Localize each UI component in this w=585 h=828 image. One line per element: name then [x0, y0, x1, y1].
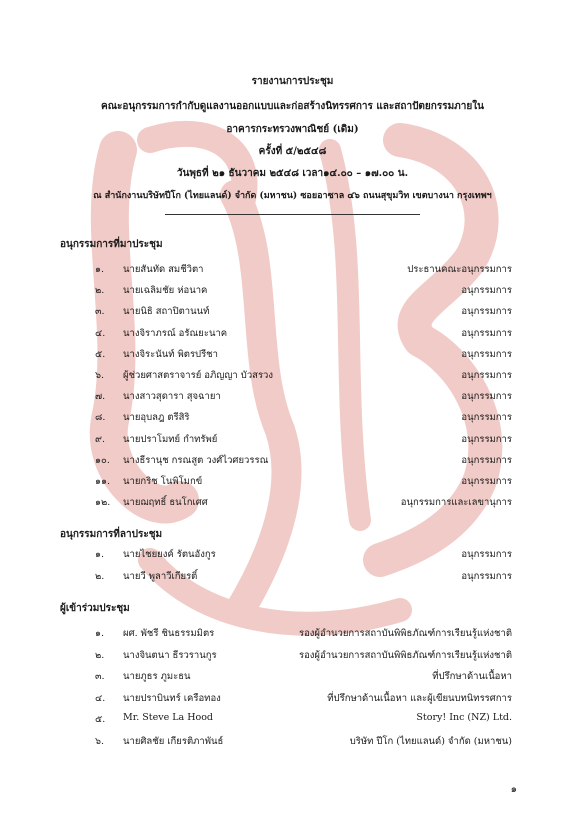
attendee-row	[0, 283, 585, 297]
attendee-position: อนุกรรมการ	[461, 285, 512, 297]
attendee-position: อนุกรรมการและเลขานุการ	[400, 497, 512, 509]
section-title: อนุกรรมการที่ลาประชุม	[60, 529, 163, 540]
attendee-position: Story! Inc (NZ) Ltd.	[416, 712, 512, 724]
attendee-number: ๓.	[95, 671, 105, 683]
attendee-row	[0, 304, 585, 318]
attendee-name: นายศิลชัย เกียรติภาพันธ์	[123, 736, 224, 747]
attendee-row	[0, 547, 585, 561]
attendee-row	[0, 734, 585, 748]
attendee-number: ๖.	[95, 736, 105, 747]
attendee-row	[0, 432, 585, 446]
attendee-number: ๒.	[95, 285, 105, 297]
attendee-name: Mr. Steve La Hood	[123, 712, 214, 724]
attendee-row	[0, 262, 585, 276]
attendee-name: นายฌฤทธิ์ ธนโกเศศ	[123, 497, 208, 509]
attendee-number: ๑๑.	[95, 476, 111, 487]
attendee-name: นายภูธร ภูมะธน	[123, 671, 191, 683]
attendee-position: อนุกรรมการ	[461, 476, 512, 487]
attendee-name: นายปราบินทร์ เครือทอง	[123, 692, 221, 704]
attendee-number: ๗.	[95, 391, 106, 403]
attendee-row	[0, 389, 585, 403]
attendee-position: บริษัท ปีโก (ไทยแลนด์) จำกัด (มหาชน)	[349, 736, 512, 747]
attendee-name: นางธีรานุช กรณสูต วงศ์ไวศยวรรณ	[123, 454, 269, 466]
attendee-name: นายนิธิ สถาปิตานนท์	[123, 306, 210, 318]
attendee-row	[0, 648, 585, 662]
attendee-position: อนุกรรมการ	[461, 327, 512, 339]
attendee-number: ๖.	[95, 370, 105, 381]
attendee-number: ๔.	[95, 327, 106, 339]
attendee-position: อนุกรรมการ	[461, 370, 512, 381]
attendee-name: นายวี พูลาวีเกียรติ์	[123, 571, 198, 582]
attendee-number: ๑๒.	[95, 497, 111, 509]
meeting-datetime: วันพุธที่ ๒๑ ธันวาคม ๒๕๔๘ เวลา๑๔.๐๐ – ๑๗.๐๐ น.	[176, 168, 409, 179]
attendee-name: ผู้ช่วยศาสตราจารย์ อภิญญา บัวสรวง	[123, 370, 274, 381]
attendee-name: นางสาวสุดารา สุจฉายา	[123, 391, 221, 403]
section-title: ผู้เข้าร่วมประชุม	[60, 603, 130, 614]
attendee-position: อนุกรรมการ	[461, 306, 512, 318]
attendee-name: นายสันทัด สมชีวิตา	[123, 264, 204, 275]
attendee-row	[0, 669, 585, 683]
header-divider	[165, 214, 420, 215]
attendee-name: นายอุบลฎ ตรีสิริ	[123, 412, 190, 424]
attendee-name: นางจินตนา ธีรวรานกูร	[123, 649, 217, 661]
attendee-number: ๘.	[95, 412, 106, 424]
attendee-number: ๙.	[95, 433, 105, 445]
attendee-position: อนุกรรมการ	[461, 412, 512, 424]
attendee-name: นางจิราภรณ์ อรัณยะนาค	[123, 327, 228, 339]
session-number: ครั้งที่ ๕/๒๕๔๘	[258, 146, 327, 157]
attendee-row	[0, 474, 585, 488]
attendee-name: นายปราโมทย์ กำทรัพย์	[123, 433, 218, 445]
attendee-position: รองผู้อำนวยการสถาบันพิพิธภัณฑ์การเรียนรู้แห่งชาติ	[298, 649, 512, 661]
attendee-row	[0, 569, 585, 583]
meeting-venue: ณ สำนักงานบริษัทปีโก (ไทยแลนด์) จำกัด (มหาชน) ซอยอาซาล ๔๖ ถนนสุขุมวิท เขตบางนา กรุงเทพฯ	[93, 191, 492, 201]
attendee-number: ๑.	[95, 628, 105, 639]
attendee-position: ประธานคณะอนุกรรมการ	[407, 264, 512, 275]
document-title: รายงานการประชุม	[251, 76, 334, 87]
attendee-number: ๑๐.	[95, 454, 110, 466]
attendee-row	[0, 368, 585, 382]
attendee-name: นายไชยยงค์ รัตนอังกูร	[123, 549, 216, 560]
committee-name: คณะอนุกรรมการกำกับดูแลงานออกแบบและก่อสร้างนิทรรศการ และสถาปัตยกรรมภายใน	[101, 101, 484, 112]
section-title: อนุกรรมการที่มาประชุม	[60, 239, 163, 250]
attendee-number: ๑.	[95, 264, 105, 275]
attendee-number: ๓.	[95, 306, 105, 318]
attendee-number: ๒.	[95, 649, 105, 661]
attendee-name: นายกริช โนพิโมกข์	[123, 476, 203, 487]
attendee-position: อนุกรรมการ	[461, 348, 512, 360]
attendee-position: อนุกรรมการ	[461, 454, 512, 466]
attendee-number: ๒.	[95, 571, 105, 582]
attendee-name: นางจิระนันท์ พิตรปรีชา	[123, 348, 218, 360]
page-number: ๑	[510, 784, 517, 795]
attendee-row	[0, 495, 585, 509]
attendee-position: ที่ปรึกษาด้านเนื้อหา และผู้เขียนบทนิทรรศการ	[327, 692, 512, 704]
attendee-position: อนุกรรมการ	[461, 391, 512, 403]
attendee-number: ๔.	[95, 692, 106, 704]
attendee-number: ๑.	[95, 549, 105, 560]
attendee-row	[0, 712, 585, 726]
attendee-row	[0, 410, 585, 424]
attendee-row	[0, 691, 585, 705]
attendee-position: อนุกรรมการ	[461, 549, 512, 560]
attendee-name: นายเฉลิมชัย ห่อนาค	[123, 285, 208, 297]
attendee-row	[0, 626, 585, 640]
building-name: อาคารกระทรวงพาณิชย์ (เดิม)	[226, 124, 359, 135]
attendee-number: ๕.	[95, 348, 106, 360]
attendee-position: ที่ปรึกษาด้านเนื้อหา	[432, 671, 512, 683]
attendee-position: รองผู้อำนวยการสถาบันพิพิธภัณฑ์การเรียนรู้แห่งชาติ	[298, 628, 512, 639]
attendee-name: ผศ. พัชรี ชินธรรมมิตร	[123, 628, 215, 639]
attendee-row	[0, 326, 585, 340]
attendee-position: อนุกรรมการ	[461, 571, 512, 582]
attendee-row	[0, 453, 585, 467]
attendee-number: ๕.	[95, 714, 106, 726]
attendee-position: อนุกรรมการ	[461, 433, 512, 445]
attendee-row	[0, 347, 585, 361]
